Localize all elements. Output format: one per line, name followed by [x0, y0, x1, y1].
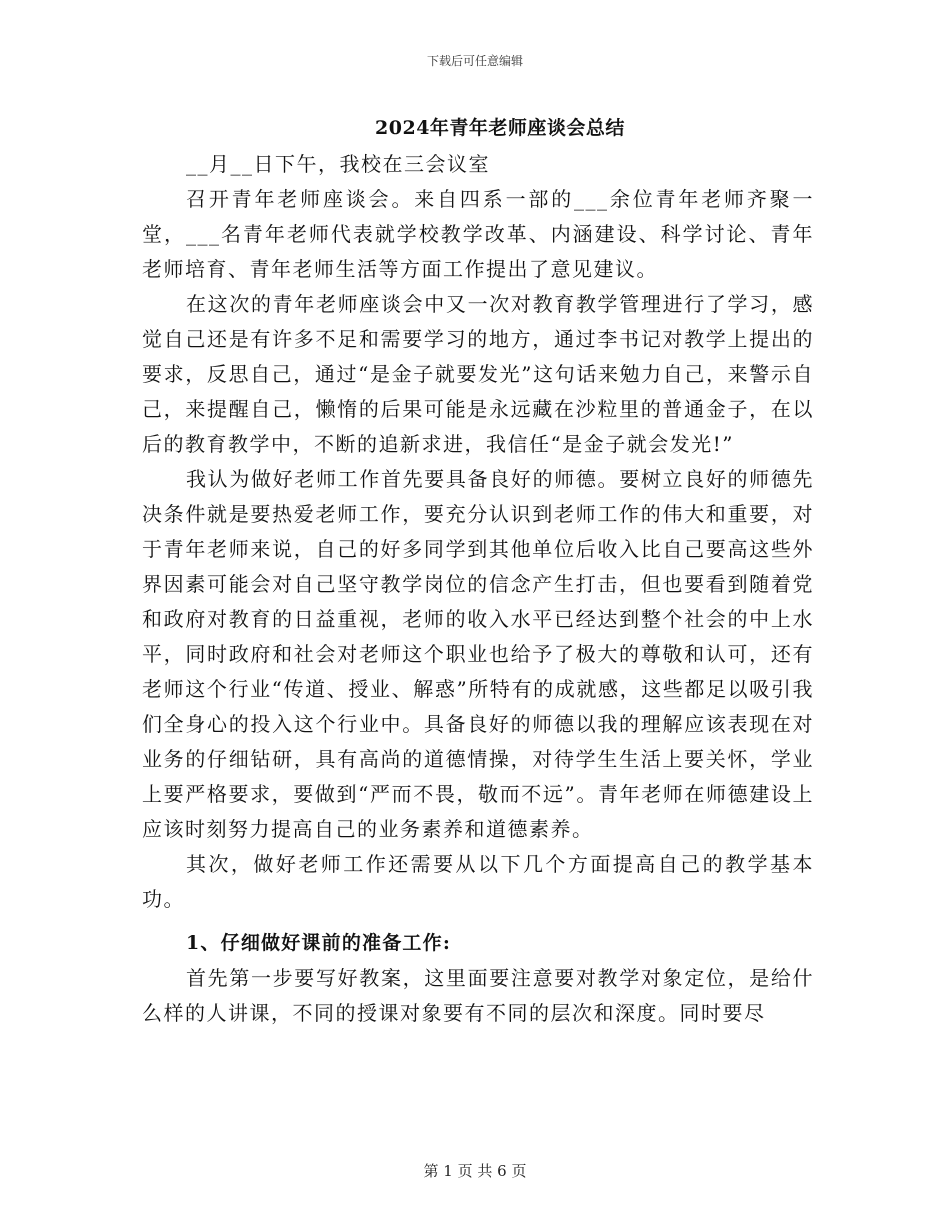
paragraph-reflection: 在这次的青年老师座谈会中又一次对教育教学管理进行了学习，感觉自己还是有许多不足和需要学习的地方，通过李书记对教学上提出的要求，反思自己，通过“是金子就要发光”这句话来勉力自己，来警示自己，来提醒自己，懒惰的后果可能是永远藏在沙粒里的普通金子，在以后的教育教学中，不断的追新求进，我信任“是金子就会发光!” — [142, 292, 814, 456]
paragraph-lesson-plan: 首先第一步要写好教案，这里面要注意要对教学对象定位，是给什么样的人讲课，不同的授课对象要有不同的层次和深度。同时要尽 — [142, 966, 814, 1025]
paragraph-meeting-intro: 召开青年老师座谈会。来自四系一部的___余位青年老师齐聚一堂，___名青年老师代表就学校教学改革、内涵建设、科学讨论、青年老师培育、青年老师生活等方面工作提出了意见建议。 — [142, 187, 814, 281]
paragraph-teacher-ethics: 我认为做好老师工作首先要具备良好的师德。要树立良好的师德先决条件就是要热爱老师工作，要充分认识到老师工作的伟大和重要，对于青年老师来说，自己的好多同学到其他单位后收入比自己要高这些外界因素可能会对自己坚守教学岗位的信念产生打击，但也要看到随着党和政府对教育的日益重视，老师的收入水平已经达到整个社会的中上水平，同时政府和社会对老师这个职业也给予了极大的尊敬和认可，还有老师这个行业“传道、授业、解惑”所特有的成就感，这些都足以吸引我们全身心的投入这个行业中。具备良好的师德以我的理解应该表现在对业务的仔细钻研，具有高尚的道德情操，对待学生生活上要关怀，学业上要严格要求，要做到“严而不畏，敬而不远”。青年老师在师德建设上应该时刻努力提高自己的业务素养和道德素养。 — [142, 467, 814, 841]
page-number: 第 1 页 共 6 页 — [423, 1162, 527, 1180]
section-heading-preparation: 1、仔细做好课前的准备工作: — [186, 932, 452, 954]
paragraph-meeting-date: __月__日下午，我校在三会议室 — [186, 152, 490, 176]
document-title: 2024年青年老师座谈会总结 — [375, 117, 625, 139]
page-header-note: 下载后可任意编辑 — [426, 54, 523, 68]
paragraph-basic-skills: 其次，做好老师工作还需要从以下几个方面提高自己的教学基本功。 — [142, 852, 814, 911]
document-body — [142, 147, 814, 1031]
